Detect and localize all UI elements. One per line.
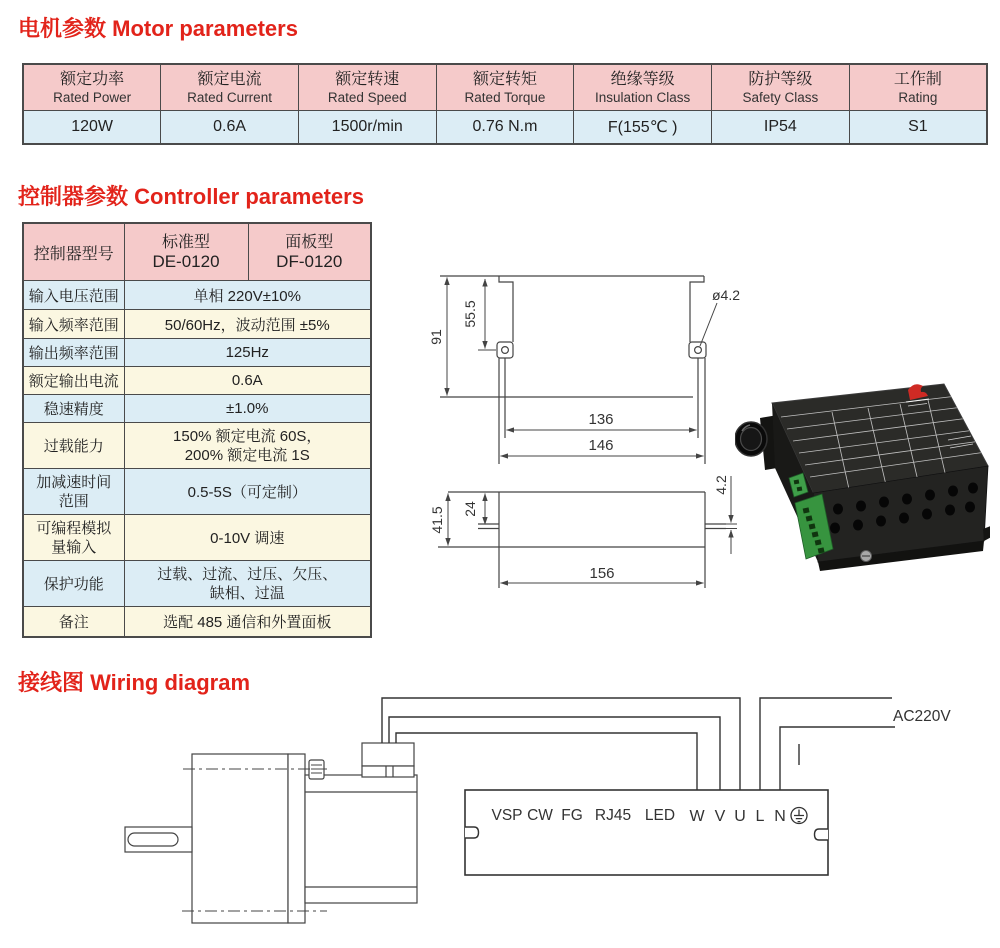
terminal-label-cw: CW: [527, 807, 553, 824]
controller-parameters-title: 控制器参数 Controller parameters: [18, 184, 364, 209]
row-label: 可编程模拟 量输入: [23, 515, 124, 561]
terminal-label-vsp: VSP: [491, 807, 523, 824]
controller-parameters-table: [22, 222, 372, 638]
header-standard-model: 标准型 DE-0120: [124, 223, 248, 281]
dim-hole-diameter: ø4.2: [712, 287, 741, 303]
row-value: 50/60Hz，波动范围 ±5%: [124, 310, 371, 339]
row-value: 单相 220V±10%: [124, 281, 371, 310]
value-rated-current: 0.6A: [161, 111, 299, 145]
header-controller-model: 控制器型号: [23, 223, 124, 281]
controller-box-drawing: [465, 790, 828, 875]
terminal-label-u: U: [734, 808, 746, 825]
row-input-frequency: [23, 310, 371, 339]
motor-table-header-row: [23, 64, 987, 111]
row-analog-input: [23, 515, 371, 561]
row-label: 过载能力: [23, 423, 124, 469]
value-insulation-class: F(155℃ ): [574, 111, 712, 145]
value-rated-torque: 0.76 N.m: [436, 111, 574, 145]
dim-4-2: 4.2: [713, 475, 729, 495]
header-panel-model: 面板型 DF-0120: [248, 223, 371, 281]
row-overload-capacity: [23, 423, 371, 469]
row-value: 125Hz: [124, 339, 371, 367]
controller-dimension-drawing: [420, 230, 750, 610]
row-protection: [23, 561, 371, 607]
dim-91: 91: [428, 329, 444, 345]
wiring-diagram: [110, 685, 980, 948]
row-value: 0.5-5S（可定制）: [124, 469, 371, 515]
header-rated-speed: 额定转速 Rated Speed: [298, 64, 436, 111]
row-value: 150% 额定电流 60S， 200% 额定电流 1S: [124, 423, 371, 469]
row-value: 过载、过流、过压、欠压、 缺相、过温: [124, 561, 371, 607]
header-safety-class: 防护等级 Safety Class: [712, 64, 850, 111]
row-value: 选配 485 通信和外置面板: [124, 607, 371, 637]
value-rated-speed: 1500r/min: [298, 111, 436, 145]
row-label: 加减速时间 范围: [23, 469, 124, 515]
terminal-label-v: V: [714, 808, 726, 825]
dim-55-5: 55.5: [462, 300, 478, 328]
row-rated-output-current: [23, 367, 371, 395]
row-label: 备注: [23, 607, 124, 637]
header-rating: 工作制 Rating: [849, 64, 987, 111]
motor-parameters-title: 电机参数 Motor parameters: [18, 16, 298, 41]
wiring-diagram-title: 接线图 Wiring diagram: [18, 670, 251, 695]
speed-knob: [735, 422, 767, 456]
row-label: 输入频率范围: [23, 310, 124, 339]
row-label: 稳速精度: [23, 395, 124, 423]
header-rated-torque: 额定转矩 Rated Torque: [436, 64, 574, 111]
terminal-label-w: W: [689, 808, 705, 825]
right-mount-notch: [815, 829, 829, 840]
dim-146: 146: [588, 437, 614, 454]
side-view-outline: [438, 492, 726, 588]
header-insulation-class: 绝缘等级 Insulation Class: [574, 64, 712, 111]
row-label: 保护功能: [23, 561, 124, 607]
row-accel-decel-time: [23, 469, 371, 515]
terminal-label-fg: FG: [561, 807, 583, 824]
row-input-voltage: [23, 281, 371, 310]
dim-136: 136: [588, 411, 614, 428]
motor-parameters-table: [22, 63, 988, 145]
motor-drawing: [125, 743, 417, 923]
row-speed-accuracy: [23, 395, 371, 423]
row-remark: [23, 607, 371, 637]
row-output-frequency: [23, 339, 371, 367]
power-wires: [760, 698, 895, 790]
value-rated-power: 120W: [23, 111, 161, 145]
row-label: 输出频率范围: [23, 339, 124, 367]
row-value: ±1.0%: [124, 395, 371, 423]
row-value: 0.6A: [124, 367, 371, 395]
controller-table-header-row: [23, 223, 371, 281]
motor-table-value-row: [23, 111, 987, 145]
value-safety-class: IP54: [712, 111, 850, 145]
case-screw: [861, 551, 872, 562]
dim-156: 156: [589, 565, 615, 582]
top-view-dimensions: [447, 278, 717, 457]
terminal-label-l: L: [755, 808, 765, 825]
motor-phase-wires: [382, 698, 740, 790]
row-label: 输入电压范围: [23, 281, 124, 310]
power-supply-label: AC220V: [893, 708, 951, 725]
row-label: 额定输出电流: [23, 367, 124, 395]
terminal-label-led: LED: [644, 807, 676, 824]
terminal-label-n: N: [774, 808, 786, 825]
row-value: 0-10V 调速: [124, 515, 371, 561]
header-rated-power: 额定功率 Rated Power: [23, 64, 161, 111]
left-mount-notch: [465, 827, 479, 838]
top-view-outline: [440, 276, 706, 464]
value-rating: S1: [849, 111, 987, 145]
terminal-label-rj45: RJ45: [594, 807, 632, 824]
dim-41-5: 41.5: [429, 506, 445, 534]
dim-24: 24: [462, 501, 478, 517]
header-rated-current: 额定电流 Rated Current: [161, 64, 299, 111]
controller-product-photo: [735, 375, 990, 580]
